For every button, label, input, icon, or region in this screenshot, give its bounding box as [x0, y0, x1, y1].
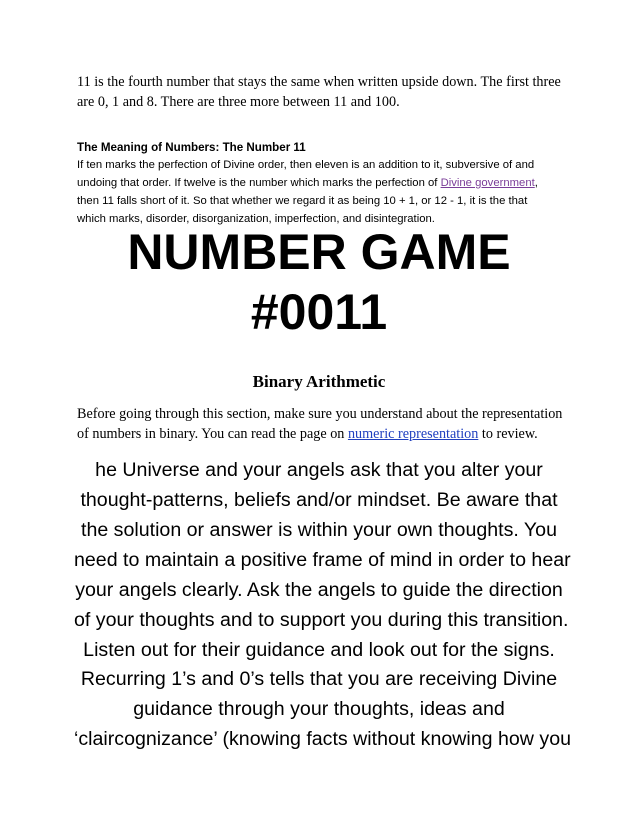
- meaning-paragraph: [77, 156, 567, 228]
- binary-paragraph: [77, 404, 567, 444]
- meaning-section-title: The Meaning of Numbers: The Number 11: [77, 141, 306, 154]
- page-title-line: NUMBER GAME: [127, 224, 511, 280]
- angels-line: thought-patterns, beliefs and/or mindset. Be aware that: [80, 489, 558, 511]
- page-title: [0, 222, 638, 342]
- angels-line: the solution or answer is within your own thoughts. You: [81, 519, 557, 541]
- binary-line: Before going through this section, make sure you understand about the representation: [77, 406, 563, 422]
- binary-text: to review.: [478, 426, 538, 442]
- intro-line: are 0, 1 and 8. There are three more between 11 and 100.: [77, 94, 400, 110]
- recurring-paragraph: [74, 664, 571, 754]
- meaning-line: [77, 174, 567, 192]
- section-subtitle: Binary Arithmetic: [252, 372, 386, 391]
- numeric-representation-link[interactable]: numeric representation: [347, 426, 479, 442]
- angels-line: need to maintain a positive frame of mind in order to hear: [74, 549, 571, 571]
- meaning-text: ,: [534, 177, 538, 189]
- intro-line: 11 is the fourth number that stays the same when written upside down. The first three: [77, 74, 561, 90]
- recurring-line: guidance through your thoughts, ideas and: [133, 698, 505, 720]
- intro-paragraph: [77, 72, 567, 112]
- binary-text: of numbers in binary. You can read the page on: [77, 426, 348, 442]
- angels-line: he Universe and your angels ask that you alter your: [95, 459, 543, 481]
- angels-paragraph: [74, 455, 571, 665]
- meaning-line: which marks, disorder, disorganization, imperfection, and disintegration.: [77, 213, 435, 225]
- page-title-line: #0011: [250, 284, 388, 340]
- meaning-text: undoing that order. If twelve is the number which marks the perfection of: [77, 177, 441, 189]
- binary-line: [77, 424, 567, 444]
- meaning-line: If ten marks the perfection of Divine order, then eleven is an addition to it, subversive of and: [77, 159, 535, 171]
- recurring-line: Recurring 1’s and 0’s tells that you are receiving Divine: [80, 668, 558, 690]
- angels-line: of your thoughts and to support you during this transition.: [74, 609, 569, 631]
- angels-line: your angels clearly. Ask the angels to guide the direction: [75, 579, 563, 601]
- divine-government-link[interactable]: Divine government: [440, 177, 535, 189]
- recurring-line: ‘claircognizance’ (knowing facts without knowing how you: [74, 728, 571, 750]
- meaning-line: then 11 falls short of it. So that whether we regard it as being 10 + 1, or 12 - 1, it is the that: [77, 195, 528, 207]
- angels-line: Listen out for their guidance and look out for the signs.: [83, 639, 555, 661]
